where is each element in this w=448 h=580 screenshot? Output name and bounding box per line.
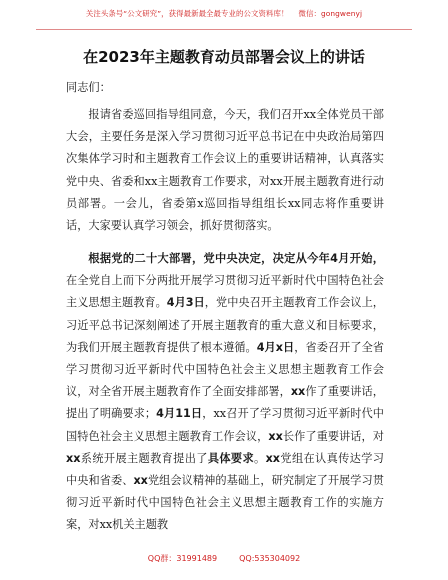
paragraph-2-text: ，省委召开了全省学习贯彻习近平新时代中国特色社会主义思想主题教育工作会议，对全省开展主题教育作了全面安排部署， xyxy=(66,340,384,399)
paragraph-2-text: 。 xyxy=(254,451,266,465)
header-wechat-text: 微信：gongwenyj xyxy=(298,9,363,18)
document-title: 在2023年主题教育动员部署会议上的讲话 xyxy=(83,48,365,66)
header-promo-text: 关注头条号“公文研究”，获得最新最全最专业的公文资料库！ xyxy=(85,9,289,18)
paragraph-2-text: 长作了重要讲话，对 xyxy=(282,429,384,443)
footer-qq-group: QQ群：31991489 xyxy=(147,554,218,563)
paragraph-2-text: 党组会议精神的基础上，研究制定了开展学习贯彻习近平新时代中国特色社会主义思想主题教育工作的实施方案，对xx机关主题教 xyxy=(66,474,384,532)
paragraph-2 xyxy=(66,248,384,537)
name-placeholder: xx xyxy=(268,429,283,443)
salutation: 同志们： xyxy=(66,81,111,94)
paragraph-2-text: ，xx召开了学习贯彻习近平新时代中国特色社会主义思想主题教育工作会议， xyxy=(66,407,384,443)
date-april-x: 4月x日 xyxy=(256,340,295,354)
header-divider xyxy=(36,29,412,30)
header-banner xyxy=(0,8,448,19)
name-placeholder: xx xyxy=(290,385,306,399)
paragraph-2-text: 党组在认真传达学习中央和省委、 xyxy=(66,451,384,488)
footer-qq: QQ:535304092 xyxy=(239,554,301,563)
paragraph-2-lead: 根据党的二十大部署，党中央决定，决定从今年4月开始， xyxy=(88,252,384,265)
paragraph-2-text: ，党中央召开主题教育工作会议上，习近平总书记深刻阐述了开展主题教育的重大意义和目标要求，为我们开展主题教育提供了根本遵循。 xyxy=(66,296,384,354)
paragraph-1: 报请省委巡回指导组同意，今天，我们召开xx全体党员干部大会，主要任务是深入学习贯彻习近平总书记在中央政治局第四次集体学习时和主题教育工作会议上的重要讲话精神，认真落实党中央、省委和xx主题教育工作要求，对xx开展主题教育进行动员部署。一会儿，省委第x巡回指导组组长xx同志将作重要讲话，大家要认真学习领会，抓好贯彻落实。 xyxy=(66,108,384,233)
name-placeholder: xx xyxy=(66,451,81,465)
paragraph-2-text: 在全党自上而下分两批开展学习贯彻习近平新时代中国特色社会主义思想主题教育。 xyxy=(66,274,384,310)
date-april-11: 4月11日 xyxy=(156,407,203,421)
date-april-3: 4月3日 xyxy=(166,296,205,310)
name-placeholder: xx xyxy=(265,451,281,465)
paragraph-2-text: 系统开展主题教育提出了 xyxy=(80,451,208,465)
footer-contact xyxy=(0,553,448,564)
paragraph-2-text: 作了重要讲话，提出了明确要求； xyxy=(66,385,384,421)
requirements-emphasis: 具体要求 xyxy=(207,451,255,465)
name-placeholder: xx xyxy=(133,474,148,488)
